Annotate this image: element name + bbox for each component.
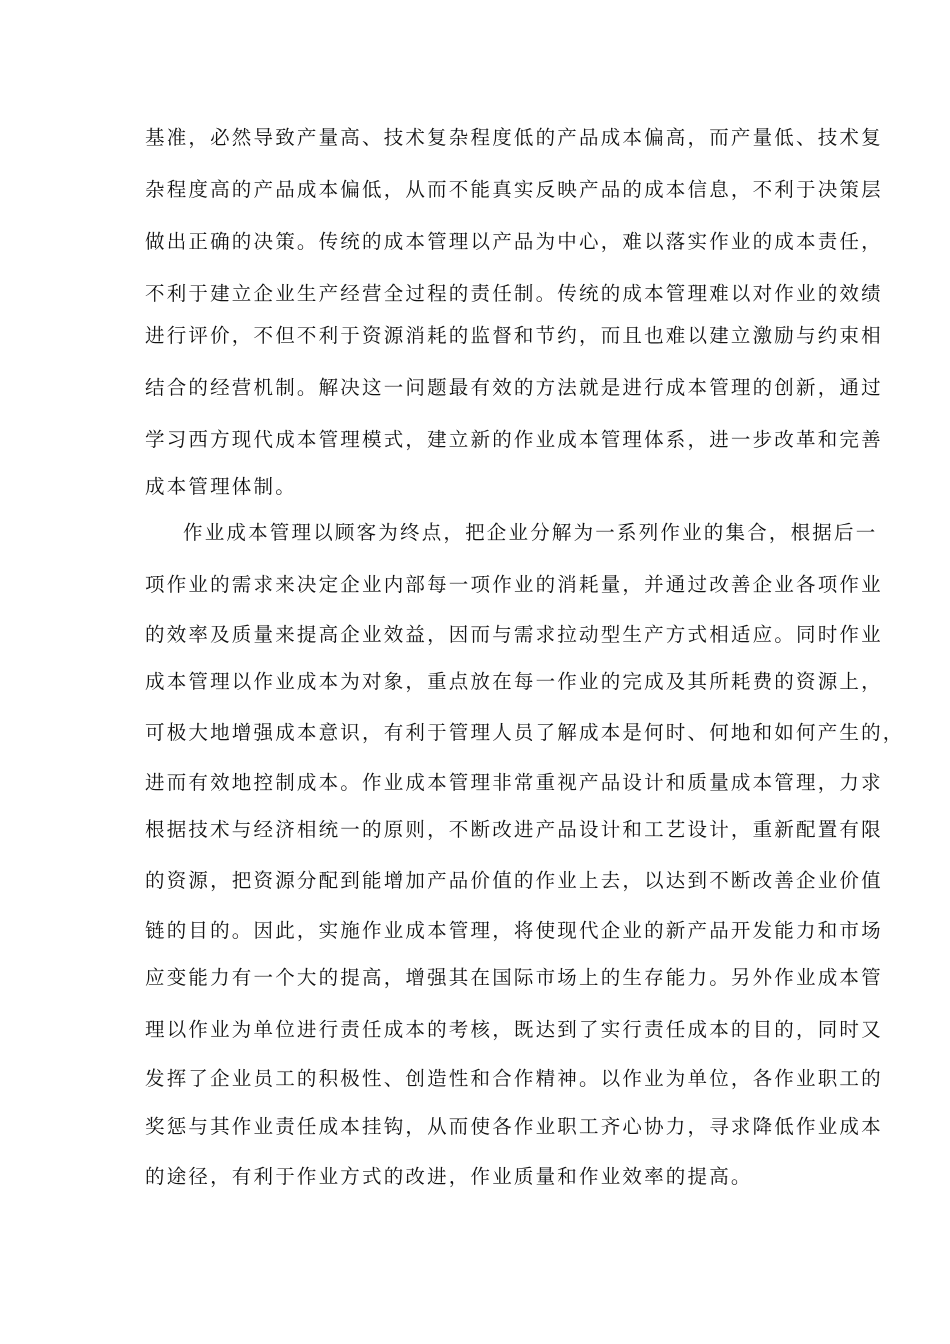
paragraph-1-line-3: 做出正确的决策。传统的成本管理以产品为中心，难以落实作业的成本责任， xyxy=(145,230,883,253)
paragraph-2-line-2: 项作业的需求来决定企业内部每一项作业的消耗量，并通过改善企业各项作业 xyxy=(145,573,883,596)
paragraph-2-line-1: 作业成本管理以顾客为终点，把企业分解为一系列作业的集合，根据后一 xyxy=(183,521,878,544)
paragraph-2-line-8: 的资源，把资源分配到能增加产品价值的作业上去，以达到不断改善企业价值 xyxy=(145,869,883,892)
paragraph-2-line-13: 奖惩与其作业责任成本挂钩，从而使各作业职工齐心协力，寻求降低作业成本 xyxy=(145,1115,883,1138)
paragraph-2-line-9: 链的目的。因此，实施作业成本管理，将使现代企业的新产品开发能力和市场 xyxy=(145,919,883,942)
paragraph-2-line-11: 理以作业为单位进行责任成本的考核，既达到了实行责任成本的目的，同时又 xyxy=(145,1018,883,1041)
paragraph-1-line-6: 结合的经营机制。解决这一问题最有效的方法就是进行成本管理的创新，通过 xyxy=(145,376,883,399)
paragraph-1-line-2: 杂程度高的产品成本偏低，从而不能真实反映产品的成本信息，不利于决策层 xyxy=(145,178,883,201)
paragraph-2-line-10: 应变能力有一个大的提高，增强其在国际市场上的生存能力。另外作业成本管 xyxy=(145,966,883,989)
paragraph-1-line-8: 成本管理体制。 xyxy=(145,475,297,498)
paragraph-2-line-4: 成本管理以作业成本为对象，重点放在每一作业的完成及其所耗费的资源上， xyxy=(145,670,883,693)
paragraph-2-line-5: 可极大地增强成本意识，有利于管理人员了解成本是何时、何地和如何产生的， xyxy=(145,721,905,744)
paragraph-1-line-7: 学习西方现代成本管理模式，建立新的作业成本管理体系，进一步改革和完善 xyxy=(145,428,883,451)
paragraph-2-line-3: 的效率及质量来提高企业效益，因而与需求拉动型生产方式相适应。同时作业 xyxy=(145,623,883,646)
paragraph-2-line-12: 发挥了企业员工的积极性、创造性和合作精神。以作业为单位，各作业职工的 xyxy=(145,1067,883,1090)
paragraph-2-line-6: 进而有效地控制成本。作业成本管理非常重视产品设计和质量成本管理，力求 xyxy=(145,771,883,794)
paragraph-1-line-5: 进行评价，不但不利于资源消耗的监督和节约，而且也难以建立激励与约束相 xyxy=(145,324,883,347)
paragraph-2-line-7: 根据技术与经济相统一的原则，不断改进产品设计和工艺设计，重新配置有限 xyxy=(145,818,883,841)
paragraph-1-line-4: 不利于建立企业生产经营全过程的责任制。传统的成本管理难以对作业的效绩 xyxy=(145,282,883,305)
paragraph-2-line-14: 的途径，有利于作业方式的改进，作业质量和作业效率的提高。 xyxy=(145,1165,753,1188)
paragraph-1-line-1: 基准，必然导致产量高、技术复杂程度低的产品成本偏高，而产量低、技术复 xyxy=(145,126,883,149)
